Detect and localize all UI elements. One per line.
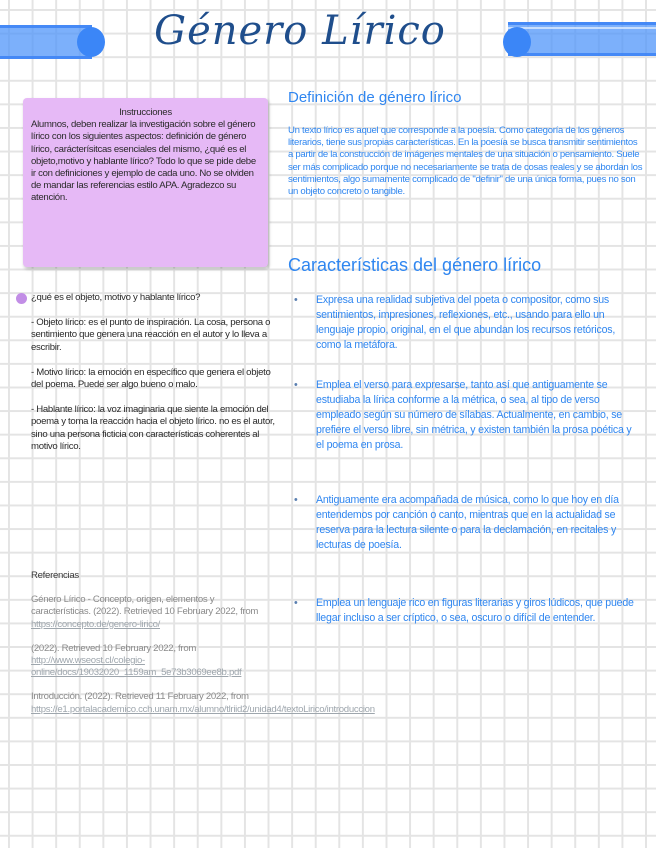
reference-item bbox=[31, 643, 271, 680]
definition-heading: Definición de género lírico bbox=[288, 89, 462, 106]
reference-link[interactable]: http://www.wseost.cl/colegio-online/docs/19032020_1159am_5e73b3069ee8b.pdf bbox=[31, 655, 242, 679]
references-section bbox=[31, 570, 375, 728]
reference-link[interactable]: https://e1.portalacademico.cch.unam.mx/alumno/tlriid2/unidad4/textoLirico/introduccion bbox=[31, 703, 375, 715]
motivo-lirico-definition: - Motivo lírico: la emoción en específico que genera el objeto del poema. Puede ser algo bueno o malo. bbox=[31, 366, 271, 391]
characteristics-heading: Características del género lírico bbox=[288, 255, 542, 275]
hablante-lirico-definition: - Hablante lírico: la voz imaginaria que siente la emoción del poema y toma la reacción hacia el objeto lírico. no es el autor, sino una persona ficticia con características coherentes al motivo lírico. bbox=[31, 404, 275, 452]
bullet-icon: • bbox=[294, 379, 298, 391]
characteristic-item bbox=[294, 596, 634, 626]
bullet-icon: • bbox=[294, 494, 298, 506]
characteristic-item bbox=[294, 293, 634, 353]
circle-bullet-icon bbox=[16, 293, 27, 304]
reference-item bbox=[31, 594, 271, 631]
characteristic-text: Expresa una realidad subjetiva del poeta o compositor, como sus sentimientos, impresiones, reflexiones, etc., usando para ello un lenguaje propio, original, en el que abundan los recursos retóricos, como la metáfora. bbox=[316, 294, 616, 351]
question-text: ¿qué es el objeto, motivo y hablante lírico? bbox=[31, 292, 201, 303]
decorative-dot-left bbox=[77, 27, 105, 57]
lyric-elements-section bbox=[16, 292, 278, 453]
characteristic-text: Emplea un lenguaje rico en figuras literarias y giros lúdicos, que puede llegar incluso a ser críptico, o sea, oscuro o difícil de entender. bbox=[316, 597, 634, 624]
bullet-icon: • bbox=[294, 597, 298, 609]
decorative-dot-right bbox=[503, 27, 531, 57]
instructions-body: Alumnos, deben realizar la investigación sobre el género lírico con los siguientes aspectos: definición de género lírico, carácterísitcas esenciales del mismo, ¿qué es el objeto,motivo y hablante lírico? Todo lo que se pide debe ir con definiciones y ejemplo de cada uno. No se olviden de mandar las referencias estilo APA. Agradezco su atención. bbox=[31, 119, 256, 204]
characteristic-item bbox=[294, 378, 634, 453]
characteristic-text: Antiguamente era acompañada de música, como lo que hoy en día entendemos por canción o canto, mientras que en la actualidad se reserva para la lectura silente o para la declamación, en recitales y lecturas de poesía. bbox=[316, 494, 619, 551]
definition-body: Un texto lírico es aquel que corresponde a la poesía. Como categoría de los géneros literarios, tiene sus propias características. En la poesía se busca transmitir sentimientos a partir de la construcción de imágenes mentales de una situación o pensamiento. Suele ser más complicado porque no necesariamente se trata de cosas reales y se abordan los sentimientos, algo sumamente complicado de "definir" de una única forma, pues no son un objeto concreto o tangible. bbox=[288, 125, 643, 198]
instructions-title: Instrucciones bbox=[119, 107, 172, 118]
page-title: Género Lírico bbox=[154, 8, 446, 54]
instructions-note bbox=[23, 98, 268, 267]
objeto-lirico-definition: - Objeto lírico: es el punto de inspiración. La cosa, persona o sentimiento que genera una reacción en el autor y lo lleva a escribir. bbox=[31, 317, 271, 353]
reference-text: (2022). Retrieved 10 February 2022, from bbox=[31, 642, 197, 654]
reference-link[interactable]: https://concepto.de/genero-lirico/ bbox=[31, 618, 160, 630]
characteristic-item bbox=[294, 493, 634, 553]
definition-section bbox=[288, 88, 643, 198]
reference-text: Género Lírico - Concepto, origen, elementos y características. (2022). Retrieved 10 February 2022, from bbox=[31, 594, 259, 618]
characteristic-text: Emplea el verso para expresarse, tanto así que antiguamente se estudiaba la lírica conforme a la métrica, o sea, al tipo de verso empleado según su número de sílabas. Actualmente, en cambio, se prefiere el verso libre, sin métrica, y existen también la prosa poética y el poema en prosa. bbox=[316, 379, 632, 451]
references-title: Referencias bbox=[31, 570, 79, 581]
question-heading bbox=[16, 292, 278, 304]
reference-text: Introducción. (2022). Retrieved 11 February 2022, from bbox=[31, 691, 249, 703]
reference-item bbox=[31, 691, 375, 715]
bullet-icon: • bbox=[294, 294, 298, 306]
